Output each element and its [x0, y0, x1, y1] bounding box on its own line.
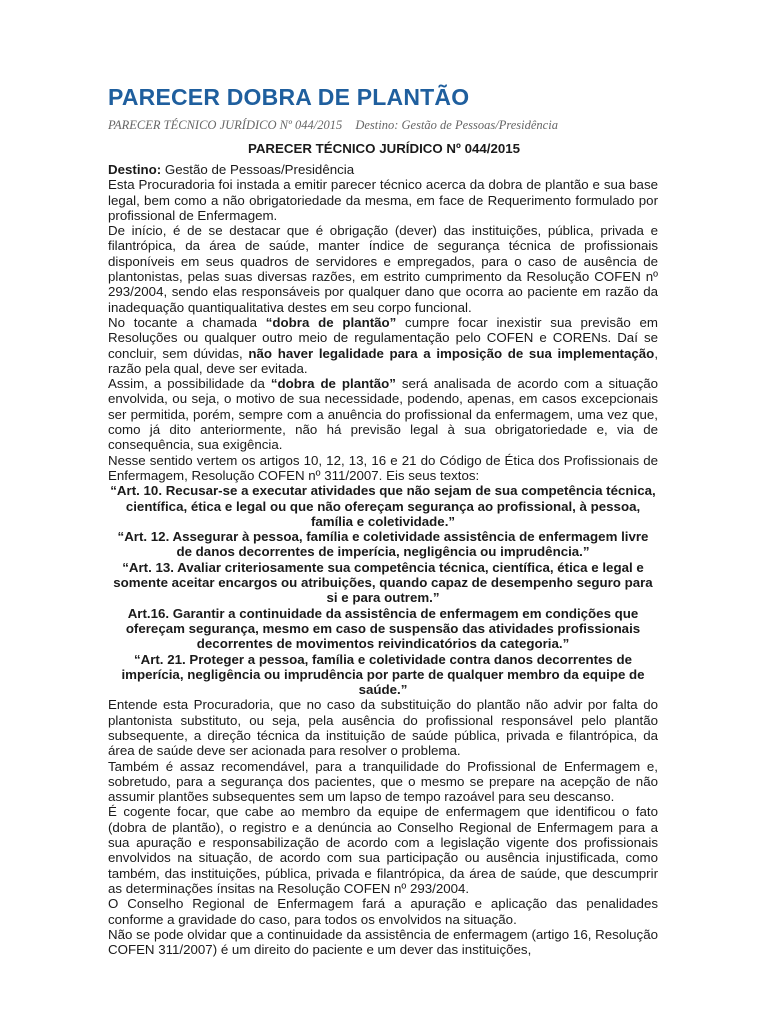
paragraph-council: O Conselho Regional de Enfermagem fará a apuração e aplicação das penalidades conforme a gravidade do caso, para todos os envolvidos na situação.: [108, 896, 658, 927]
text-span: No tocante a chamada: [108, 314, 266, 330]
emphasis-text: não haver legalidade para a imposição de sua implementação: [248, 345, 655, 361]
article-13: “Art. 13. Avaliar criteriosamente sua competência técnica, científica, ética e legal e somente aceitar encargos ou atribuições, quando capaz de desempenho seguro para si e para outrem.”: [113, 559, 653, 606]
destino-label: Destino:: [108, 162, 162, 177]
paragraph-obligation: De início, é de se destacar que é obrigação (dever) das instituições, pública, privada e filantrópica, da área de saúde, manter índice de segurança técnica de profissionais disponíveis em seus quadros de servidores e empregados, para o caso de ausência de plantonistas, pelas suas diversas razões, em estrito cumprimento da Resolução COFEN nº 293/2004, sendo elas responsáveis por qualquer dano que ocorra ao paciente em razão da inadequação quantiqualitativa destes em seu corpo funcional.: [108, 223, 658, 315]
paragraph-reporting: É cogente focar, que cabe ao membro da equipe de enfermagem que identificou o fato (dobra de plantão), o registro e a denúncia ao Conselho Regional de Enfermagem para a sua apuração e responsabilização de acordo com a legislação vigente dos profissionais envolvidos na situação, de acordo com sua participação ou ausência injustificada, como também, das instituições, pública, privada e filantrópica, da área de saúde, que descumprir as determinações ínsitas na Resolução COFEN nº 293/2004.: [108, 804, 658, 896]
text-span: cumpre focar inexistir sua previsão em Resoluções ou qualquer outro meio de regulamentação pelo COFEN e CORENs. Daí se concluir, sem dúvidas,: [108, 314, 658, 361]
article-21: “Art. 21. Proteger a pessoa, família e coletividade contra danos decorrentes de imperícia, negligência ou imprudência por parte de qualquer membro da equipe de saúde.”: [121, 651, 645, 698]
subtitle-destination: Destino: Gestão de Pessoas/Presidência: [355, 118, 558, 132]
page-title: PARECER DOBRA DE PLANTÃO: [108, 84, 470, 110]
article-10: “Art. 10. Recusar-se a executar atividades que não sejam de sua competência técnica, científica, ética e legal ou que não ofereçam segurança ao profissional, à pessoa, família e coletividade.”: [110, 483, 656, 529]
paragraph-possibility: [108, 376, 658, 452]
paragraph-dobra-legality: [108, 315, 658, 376]
document-body: [108, 162, 658, 957]
quoted-term: “dobra de plantão”: [265, 314, 397, 330]
articles-block: [108, 483, 658, 697]
document-heading: PARECER TÉCNICO JURÍDICO Nº 044/2015: [247, 141, 521, 156]
paragraph-substitution: Entende esta Procuradoria, que no caso da substituição do plantão não advir por falta do plantonista substituto, ou seja, pela ausência do profissional responsável pelo plantão subsequente, a direção técnica da instituição de saúde pública, privada e filantrópica, da área de saúde deve ser acionada para resolver o problema.: [108, 697, 658, 759]
text-span: , razão pela qual, deve ser evitada.: [108, 345, 659, 376]
destino-line: [108, 162, 658, 177]
destino-value: Gestão de Pessoas/Presidência: [161, 162, 355, 177]
quoted-term: “dobra de plantão”: [270, 376, 396, 392]
subtitle: [108, 118, 568, 133]
paragraph-articles-intro: Nesse sentido vertem os artigos 10, 12, 13, 16 e 21 do Código de Ética dos Profissionais de Enfermagem, Resolução COFEN nº 311/2007. Eis seus textos:: [108, 452, 658, 483]
paragraph-intro: Esta Procuradoria foi instada a emitir parecer técnico acerca da dobra de plantão e sua base legal, bem como a não obrigatoriedade da mesma, em face de Requerimento formulado por profissional de Enfermagem.: [108, 177, 658, 223]
subtitle-reference: PARECER TÉCNICO JURÍDICO Nº 044/2015: [108, 118, 343, 132]
paragraph-continuity: Não se pode olvidar que a continuidade da assistência de enfermagem (artigo 16, Resolução COFEN 311/2007) é um direito do paciente e um dever das instituições,: [108, 926, 658, 958]
text-span: será analisada de acordo com a situação envolvida, ou seja, o motivo de sua necessidade, podendo, apenas, em casos excepcionais ser permitida, porém, sempre com a anuência do profissional da enfermagem, uma vez que, como já dito anteriormente, não há previsão legal à sua obrigatoriedade e, via de consequência, sua exigência.: [108, 376, 659, 453]
text-span: Assim, a possibilidade da: [108, 376, 271, 392]
article-12: “Art. 12. Assegurar à pessoa, família e coletividade assistência de enfermagem livre de danos decorrentes de imperícia, negligência ou imprudência.”: [117, 529, 649, 560]
paragraph-recommendation: Também é assaz recomendável, para a tranquilidade do Profissional de Enfermagem e, sobretudo, para a segurança dos pacientes, que o mesmo se prepare na acepção de não assumir plantões subsequentes sem um lapso de tempo razoável para seu descanso.: [108, 758, 658, 805]
article-16: Art.16. Garantir a continuidade da assistência de enfermagem em condições que ofereçam segurança, mesmo em caso de suspensão das atividades profissionais decorrentes de movimentos reivindicatórios da categoria.”: [125, 605, 641, 652]
